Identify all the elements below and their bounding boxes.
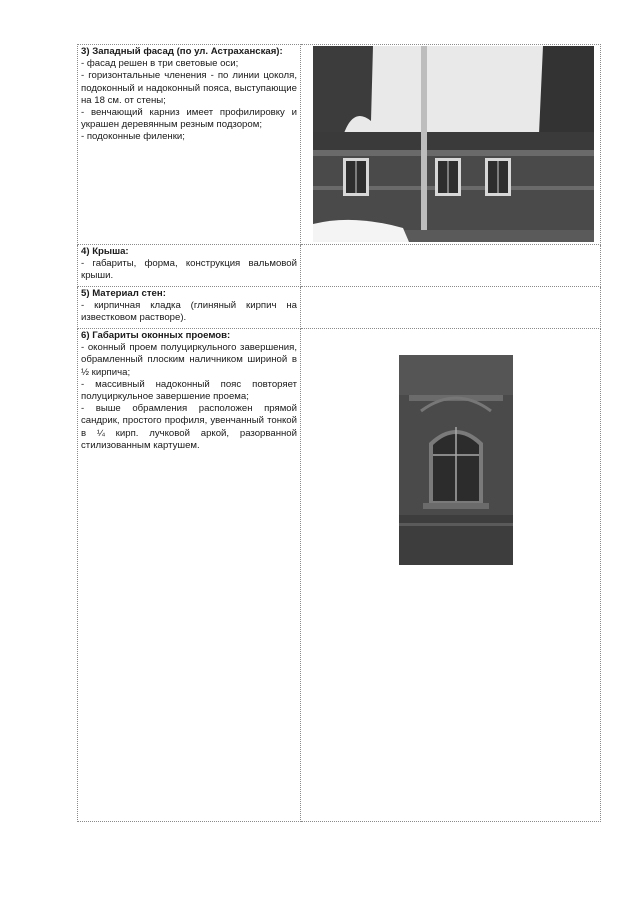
table-row-window-openings [78,329,601,822]
section-heading: 3) Западный фасад (по ул. Астраханская): [81,46,283,57]
section-heading: 5) Материал стен: [81,288,166,299]
table-row-west-facade [78,45,601,245]
list-item: - горизонтальные членения - по линии цоколя, подоконный и надоконный пояса, выступающие на 18 см. от стены; [81,70,297,106]
section-heading: 4) Крыша: [81,246,129,257]
table-row-wall-material [78,287,601,329]
west-facade-photo-cell [301,45,601,245]
list-item: - оконный проем полуциркульного завершения, обрамленный плоским наличником шириной в ½ кирпича; [81,342,297,378]
list-item: - фасад решен в три световые оси; [81,58,239,70]
characteristics-table [77,44,601,822]
list-item: - массивный надоконный пояс повторяет полуциркульное завершение проема; [81,378,297,403]
list-item: - кирпичная кладка (глиняный кирпич на известковом растворе). [81,300,297,324]
window-openings-description [78,329,301,822]
list-item: - габариты, форма, конструкция вальмовой крыши. [81,258,297,282]
list-item: - венчающий карниз имеет профилировку и украшен деревянным резным подзором; [81,107,297,131]
empty-cell [301,287,601,329]
west-facade-description [78,45,301,245]
west-facade-photo [313,46,594,242]
list-item: - выше обрамления расположен прямой сандрик, простого профиля, увенчанный тонкой в ¼ кирп. лучковой аркой, разорванной стилизованным картушем. [81,403,297,451]
list-item: - подоконные филенки; [81,131,185,143]
section-heading: 6) Габариты оконных проемов: [81,330,231,341]
wall-material-description [78,287,301,329]
table-row-roof [78,245,601,287]
roof-description [78,245,301,287]
window-photo-cell [301,329,601,822]
window-photo [399,355,513,565]
empty-cell [301,245,601,287]
